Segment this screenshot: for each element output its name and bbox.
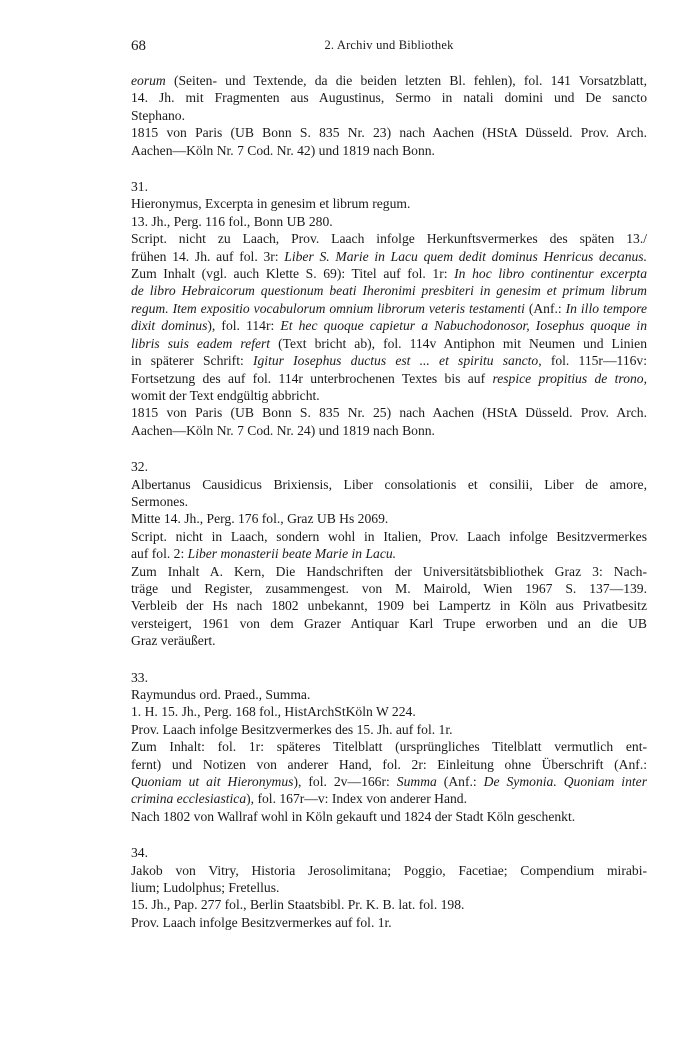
text-line xyxy=(131,335,647,352)
document-page xyxy=(131,38,648,930)
catalog-entry xyxy=(131,178,647,439)
italic-text: de libro Hebraicorum questionum beati Iheronimi presbiteri in genesim et primum librum xyxy=(131,283,647,299)
text-span: 15. Jh., Pap. 277 fol., Berlin Staatsbibl. Pr. K. B. lat. fol. 198. xyxy=(131,897,465,913)
text-line xyxy=(131,510,647,527)
text-line xyxy=(131,756,647,773)
text-span: träge und Register, zusammengest. von M. Mairold, Wien 1967 S. 137—139. xyxy=(131,580,647,596)
italic-text: Liber monasterii beate Marie in Lacu. xyxy=(187,546,397,562)
page-header xyxy=(131,38,647,58)
text-line xyxy=(131,317,647,334)
text-line xyxy=(131,703,647,720)
text-span: in späterer Schrift: xyxy=(131,353,253,369)
text-line xyxy=(131,230,647,247)
entry-number: 33. xyxy=(131,669,148,685)
text-line xyxy=(131,265,647,282)
italic-text: In illo tempore xyxy=(565,300,647,316)
text-line xyxy=(131,213,647,230)
text-line xyxy=(131,545,647,562)
text-span: Raymundus ord. Praed., Summa. xyxy=(131,687,311,702)
text-line xyxy=(131,248,647,265)
text-span: Script. nicht in Laach, sondern wohl in Italien, Prov. Laach infolge Besitzvermerkes xyxy=(131,528,647,544)
text-span: fernt) und Notizen von anderer Hand, fol. 2r: Einleitung ohne Überschrift (Anf.: xyxy=(131,756,647,772)
text-span: Prov. Laach infolge Besitzvermerkes des 15. Jh. auf fol. 1r. xyxy=(131,721,453,737)
italic-text: crimina ecclesiastica xyxy=(131,791,247,807)
text-line xyxy=(131,72,647,89)
text-line xyxy=(131,89,647,106)
text-span: , fol. 115r—116v: xyxy=(538,353,647,369)
text-span: (Text bricht ab), fol. 114v Antiphon mit Neumen und Linien xyxy=(270,335,647,351)
paragraph-gap xyxy=(131,650,647,669)
text-line xyxy=(131,300,647,317)
text-line xyxy=(131,282,647,299)
italic-text: Et hec quoque capietur a Nabuchodonosor, Iosephus quoque in xyxy=(280,318,648,334)
text-span: Aachen—Köln Nr. 7 Cod. Nr. 24) und 1819 nach Bonn. xyxy=(131,422,435,438)
text-span: , xyxy=(643,370,647,386)
entry-number: 31. xyxy=(131,179,148,195)
page-number: 68 xyxy=(131,38,146,54)
text-span: Fortsetzung des auf fol. 114r unterbrochenen Textes bis auf xyxy=(131,370,493,386)
text-span: Aachen—Köln Nr. 7 Cod. Nr. 42) und 1819 nach Bonn. xyxy=(131,142,435,158)
entry-number: 32. xyxy=(131,459,148,475)
text-span: Albertanus Causidicus Brixiensis, Liber consolationis et consilii, Liber de amore, xyxy=(131,476,647,492)
text-span: Graz veräußert. xyxy=(131,633,216,649)
text-span: (Seiten- und Textende, da die beiden letzten Bl. fehlen), fol. 141 Vorsatzblatt, xyxy=(165,73,647,88)
italic-text: Quoniam ut ait Hieronymus xyxy=(131,774,294,790)
text-line xyxy=(131,404,647,421)
text-span: 1815 von Paris (UB Bonn S. 835 Nr. 23) nach Aachen (HStA Düsseld. Prov. Arch. xyxy=(131,125,647,141)
italic-text: In hoc libro continentur excerpta xyxy=(454,266,647,282)
text-line xyxy=(131,107,647,124)
italic-text: eorum xyxy=(131,73,166,88)
text-span: Sermones. xyxy=(131,493,189,509)
text-line xyxy=(131,738,647,755)
text-span: ), fol. 167r—v: Index von anderer Hand. xyxy=(246,791,467,807)
paragraph-gap xyxy=(131,825,647,844)
text-span: Nach 1802 von Wallraf wohl in Köln gekauft und 1824 der Stadt Köln geschenkt. xyxy=(131,808,576,824)
italic-text: libris suis eadem refert xyxy=(131,335,271,351)
text-span: ), fol. 114r: xyxy=(207,318,281,334)
text-span: Mitte 14. Jh., Perg. 176 fol., Graz UB Hs 2069. xyxy=(131,511,389,527)
catalog-entry xyxy=(131,458,647,649)
entry-number: 34. xyxy=(131,845,148,861)
text-line xyxy=(131,563,647,580)
text-span: Hieronymus, Excerpta in genesim et librum regum. xyxy=(131,196,411,212)
catalog-entry xyxy=(131,844,647,931)
italic-text: regum. Item expositio vocabulorum omnium librorum veteris testamenti xyxy=(131,300,525,316)
text-line xyxy=(131,422,647,439)
text-span: Jakob von Vitry, Historia Jerosolimitana; Poggio, Facetiae; Compendium mirabi- xyxy=(131,862,647,878)
text-line xyxy=(131,773,647,790)
text-line xyxy=(131,493,647,510)
text-line xyxy=(131,124,647,141)
text-span: versteigert, 1961 von dem Grazer Antiquar Karl Trupe erworben und an die UB xyxy=(131,615,647,631)
text-line xyxy=(131,808,647,825)
text-span: womit der Text endgültig abbricht. xyxy=(131,387,320,403)
text-line xyxy=(131,686,647,703)
entry-continuation xyxy=(131,72,647,159)
paragraph-gap xyxy=(131,159,647,178)
text-span: lium; Ludolphus; Fretellus. xyxy=(131,880,280,896)
text-span: Prov. Laach infolge Besitzvermerkes auf fol. 1r. xyxy=(131,914,392,930)
italic-text: Igitur Iosephus ductus est ... et spiritu sancto xyxy=(252,353,539,369)
text-span: 13. Jh., Perg. 116 fol., Bonn UB 280. xyxy=(131,213,333,229)
text-span: 1815 von Paris (UB Bonn S. 835 Nr. 25) nach Aachen (HStA Düsseld. Prov. Arch. xyxy=(131,405,647,421)
paragraph-gap xyxy=(131,439,647,458)
page-content xyxy=(131,72,647,931)
text-line xyxy=(131,528,647,545)
text-span: Zum Inhalt A. Kern, Die Handschriften der Universitätsbibliothek Graz 3: Nach- xyxy=(131,563,647,579)
italic-text: respice propitius de trono xyxy=(492,370,644,386)
text-line xyxy=(131,721,647,738)
text-line xyxy=(131,790,647,807)
text-line xyxy=(131,580,647,597)
catalog-entry xyxy=(131,669,647,826)
text-span: Verbleib der Hs nach 1802 unbekannt, 1909 bei Lampertz in Köln aus Privatbesitz xyxy=(131,598,647,614)
text-line xyxy=(131,879,647,896)
italic-text: Summa xyxy=(396,774,437,790)
italic-text: De Symonia. Quoniam inter xyxy=(483,774,647,790)
running-title: 2. Archiv und Bibliothek xyxy=(324,38,454,52)
text-line xyxy=(131,862,647,879)
text-span: Zum Inhalt: fol. 1r: späteres Titelblatt (ursprüngliches Titelblatt vermutlich ent- xyxy=(131,739,647,755)
text-line xyxy=(131,352,647,369)
text-line xyxy=(131,387,647,404)
italic-text: Liber S. Marie in Lacu quem dedit dominus Henricus decanus. xyxy=(284,248,647,264)
text-line xyxy=(131,142,647,159)
text-span: 1. H. 15. Jh., Perg. 168 fol., HistArchStKöln W 224. xyxy=(131,704,416,720)
italic-text: dixit dominus xyxy=(131,318,208,334)
text-span: (Anf.: xyxy=(524,300,566,316)
text-line xyxy=(131,370,647,387)
text-span: ), fol. 2v—166r: xyxy=(293,774,397,790)
text-span: Zum Inhalt (vgl. auch Klette S. 69): Titel auf fol. 1r: xyxy=(131,266,455,282)
text-span: 14. Jh. mit Fragmenten aus Augustinus, Sermo in natali domini und De sancto xyxy=(131,90,647,106)
text-line xyxy=(131,632,647,649)
text-line xyxy=(131,896,647,913)
text-span: (Anf.: xyxy=(436,774,484,790)
text-line xyxy=(131,597,647,614)
text-line xyxy=(131,914,647,931)
text-span: frühen 14. Jh. auf fol. 3r: xyxy=(131,248,285,264)
text-span: auf fol. 2: xyxy=(131,546,188,562)
text-line xyxy=(131,615,647,632)
text-line xyxy=(131,195,647,212)
text-span: Script. nicht zu Laach, Prov. Laach infolge Herkunftsvermerkes des späten 13./ xyxy=(131,231,647,247)
text-span: Stephano. xyxy=(131,107,185,123)
text-line xyxy=(131,476,647,493)
